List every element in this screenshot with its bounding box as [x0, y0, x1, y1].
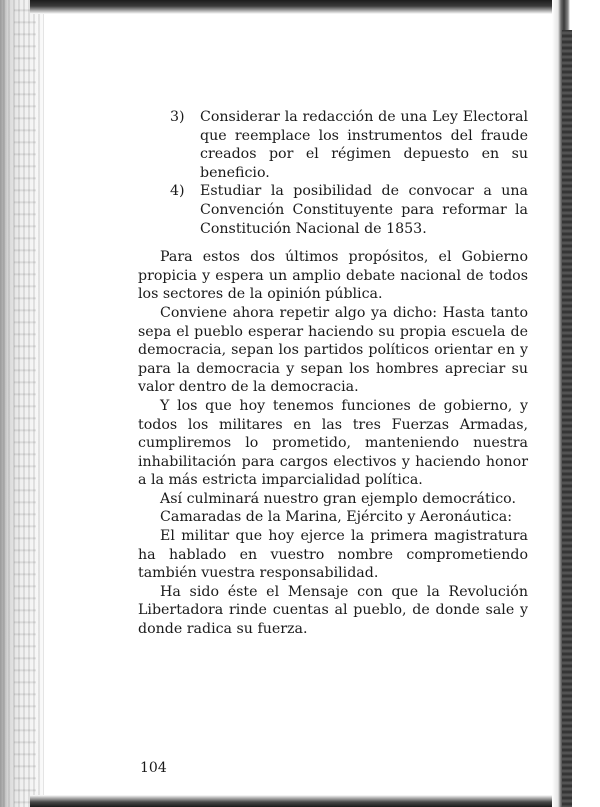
list-item-text: Estudiar la posibilidad de convocar a una Convención Constituyente para reformar la Constitución Nacional de 1853.	[200, 183, 528, 237]
paragraph: Camaradas de la Marina, Ejército y Aeronáutica:	[160, 509, 513, 526]
numbered-list	[138, 108, 528, 238]
paragraph: Así culminará nuestro gran ejemplo democrático.	[160, 490, 516, 507]
list-item-number: 3)	[170, 109, 185, 125]
list-item	[170, 108, 528, 182]
paragraph: Y los que hoy tenemos funciones de gobierno, y todos los militares en las tres Fuerzas Armadas, cumpliremos lo prometido, manteniendo nuestra inhabilitación para cargos electivos y haciendo honor a la más estricta imparcialidad política.	[138, 397, 528, 489]
paragraph: Para estos dos últimos propósitos, el Gobierno propicia y espera un amplio debate nacional de todos los sectores de la opinión pública.	[138, 249, 528, 303]
list-item-number: 4)	[170, 183, 185, 200]
scan-edge-top	[30, 0, 580, 14]
scan-page-stack-right	[562, 30, 572, 807]
list-item	[170, 182, 528, 238]
scan-edge-bottom	[30, 795, 580, 807]
paragraph: Ha sido éste el Mensaje con que la Revolución Libertadora rinde cuentas al pueblo, de donde sale y donde radica su fuerza.	[138, 583, 528, 638]
scan-binding-speckle	[14, 0, 36, 807]
paragraph: El militar que hoy ejerce la primera magistratura ha hablado en vuestro nombre comprometiendo también vuestra responsabilidad.	[138, 528, 528, 582]
scan-edge-right	[552, 0, 600, 807]
page-body	[138, 108, 528, 639]
list-item-text: Considerar la redacción de una Ley Electoral que reemplace los instrumentos del fraude creados por el régimen depuesto en su beneficio.	[200, 109, 528, 181]
page-number: 104	[140, 760, 167, 776]
paragraph: Conviene ahora repetir algo ya dicho: Hasta tanto sepa el pueblo esperar haciendo su propia escuela de democracia, sepan los partidos políticos orientar en y para la democracia y sepan los hombres apreciar su valor dentro de la democracia.	[138, 304, 528, 396]
